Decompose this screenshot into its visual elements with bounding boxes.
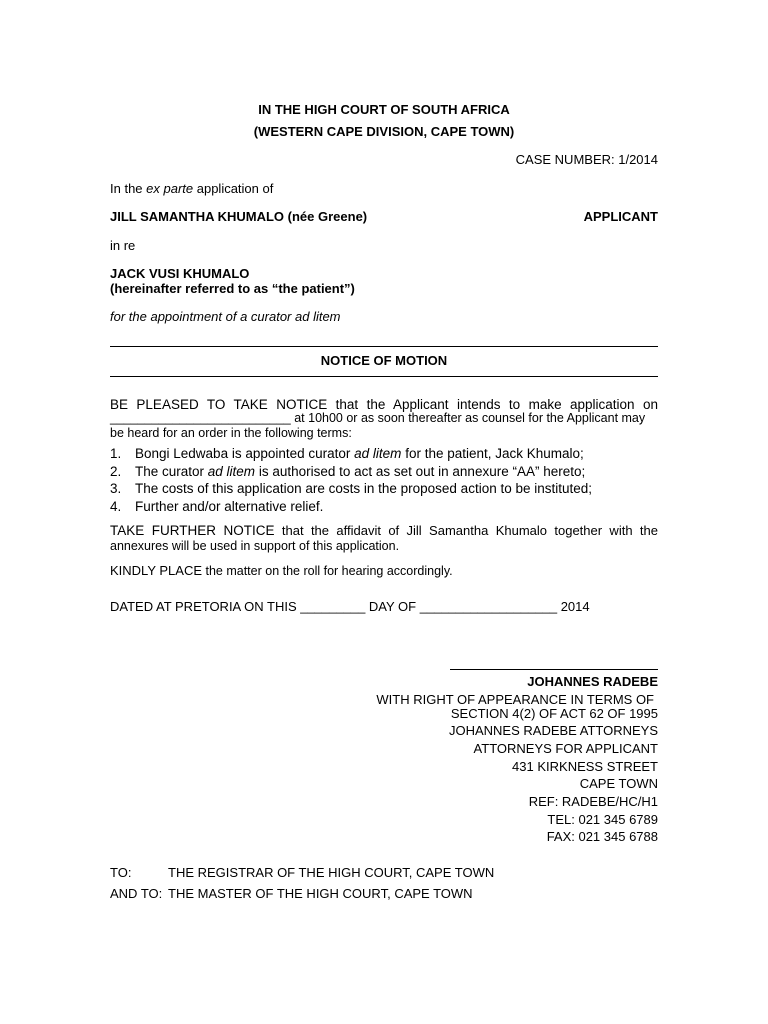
- court-heading: IN THE HIGH COURT OF SOUTH AFRICA: [258, 102, 510, 117]
- intro-italic: ex parte: [146, 181, 194, 196]
- term-italic: ad litem: [354, 446, 402, 461]
- recipient-value: THE MASTER OF THE HIGH COURT, CAPE TOWN: [168, 886, 473, 901]
- signatory-line: REF: RADEBE/HC/H1: [528, 794, 658, 809]
- notice-line-1: BE PLEASED TO TAKE NOTICE that the Applicant intends to make application on: [110, 397, 658, 412]
- term-number: 2.: [110, 463, 122, 479]
- signatory-name: JOHANNES RADEBE: [527, 674, 658, 689]
- application-intro: [110, 181, 273, 197]
- further-notice-rest: that the affidavit of Jill Samantha Khumalo together with the: [274, 523, 658, 538]
- title-rule-top: [110, 346, 658, 347]
- term-text: The curator: [135, 463, 208, 479]
- recipient-row: [110, 865, 494, 881]
- signatory-line: ATTORNEYS FOR APPLICANT: [473, 741, 658, 756]
- notice-line-2-text: at 10h00 or as soon thereafter as counsel for the Applicant may: [290, 411, 646, 425]
- term-italic: ad litem: [207, 463, 256, 479]
- term-text-tail: for the patient, Jack Khumalo;: [401, 446, 584, 461]
- further-notice-lead: TAKE FURTHER NOTICE: [110, 523, 275, 538]
- intro-suffix: application of: [193, 181, 274, 196]
- signatory-line: JOHANNES RADEBE ATTORNEYS: [448, 723, 658, 738]
- term-text: Further and/or alternative relief.: [135, 498, 324, 514]
- kindly-rest: the matter on the roll for hearing accordingly.: [202, 564, 453, 578]
- case-number: CASE NUMBER: 1/2014: [515, 152, 658, 167]
- applicant-role: APPLICANT: [583, 209, 658, 224]
- date-blank: __________________________: [110, 411, 291, 425]
- signatory-line: FAX: 021 345 6788: [546, 829, 658, 844]
- order-term: [110, 480, 592, 498]
- application-purpose: for the appointment of a curator ad litem: [110, 309, 341, 324]
- order-term: [110, 498, 592, 516]
- document-title: NOTICE OF MOTION: [320, 353, 448, 368]
- term-number: 1.: [110, 446, 122, 461]
- recipient-row: [110, 886, 473, 902]
- term-text: The costs of this application are costs in the proposed action to be instituted;: [135, 481, 593, 496]
- applicant-name: JILL SAMANTHA KHUMALO (née Greene): [110, 209, 368, 224]
- term-number: 3.: [110, 481, 122, 496]
- term-number: 4.: [110, 498, 122, 514]
- notice-line-2: [110, 411, 658, 425]
- patient-note: (hereinafter referred to as “the patient”): [110, 281, 355, 296]
- division-heading: (WESTERN CAPE DIVISION, CAPE TOWN): [253, 124, 515, 139]
- signatory-line: 431 KIRKNESS STREET: [512, 759, 658, 774]
- recipient-label: AND TO:: [110, 886, 163, 901]
- kindly-place: [110, 563, 453, 579]
- signatory-line: WITH RIGHT OF APPEARANCE IN TERMS OF: [376, 692, 654, 707]
- signatory-line: CAPE TOWN: [579, 776, 658, 791]
- order-terms-list: [110, 445, 592, 515]
- title-rule-bottom: [110, 376, 658, 377]
- signatory-line: SECTION 4(2) OF ACT 62 OF 1995: [450, 706, 658, 721]
- patient-name: JACK VUSI KHUMALO: [110, 266, 250, 281]
- kindly-lead: KINDLY PLACE: [110, 563, 203, 578]
- dated-line: DATED AT PRETORIA ON THIS _________ DAY OF ___________________ 2014: [110, 599, 590, 614]
- term-text-tail: is authorised to act as set out in annexure “AA” hereto;: [255, 463, 586, 479]
- further-notice-line-1: [110, 523, 658, 538]
- order-term: [110, 463, 592, 481]
- notice-line-3: be heard for an order in the following terms:: [110, 426, 352, 440]
- signature-line: [450, 669, 658, 670]
- further-notice-line-2: annexures will be used in support of this application.: [110, 539, 400, 553]
- signatory-line: TEL: 021 345 6789: [547, 812, 658, 827]
- intro-prefix: In the: [110, 181, 147, 196]
- order-term: [110, 445, 592, 463]
- recipient-label: TO:: [110, 865, 132, 880]
- recipient-value: THE REGISTRAR OF THE HIGH COURT, CAPE TOWN: [168, 865, 495, 880]
- term-text: Bongi Ledwaba is appointed curator: [135, 446, 355, 461]
- in-re: in re: [110, 238, 136, 253]
